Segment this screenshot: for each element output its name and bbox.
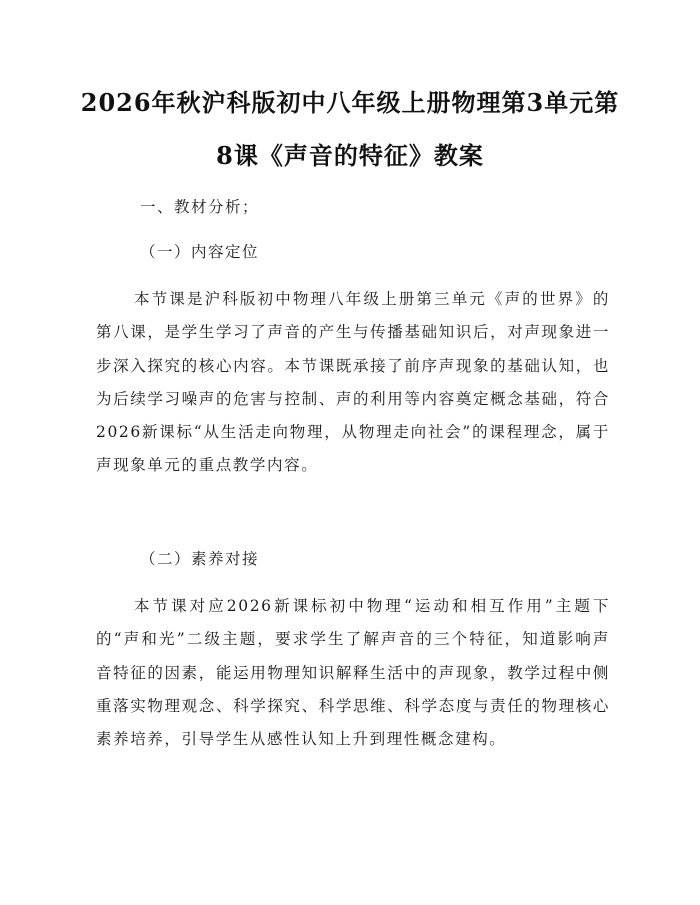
subsection-heading-competency-alignment: （二）素养对接 (140, 550, 260, 568)
document-title: 2026年秋沪科版初中八年级上册物理第3单元第8课《声音的特征》教案 (80, 88, 620, 170)
paragraph-content-positioning: 本节课是沪科版初中物理八年级上册第三单元《声的世界》的第八课，是学生学习了声音的产生与传播基础知识后，对声现象进一步深入探究的核心内容。本节课既承接了前序声现象的基础认知，也为后续学习噪声的危害与控制、声的利用等内容奠定概念基础，符合2026新课标“从生活走向物理，从物理走向社会”的课程理念，属于声现象单元的重点教学内容。 (96, 290, 610, 475)
paragraph-competency-alignment: 本节课对应2026新课标初中物理“运动和相互作用”主题下的“声和光”二级主题，要求学生了解声音的三个特征，知道影响声音特征的因素，能运用物理知识解释生活中的声现象，教学过程中侧重落实物理观念、科学探究、科学思维、科学态度与责任的物理核心素养培养，引导学生从感性认知上升到理性概念建构。 (96, 597, 610, 749)
subsection-heading-content-positioning: （一）内容定位 (140, 243, 260, 261)
section-heading-textbook-analysis: 一、教材分析； (140, 198, 260, 216)
